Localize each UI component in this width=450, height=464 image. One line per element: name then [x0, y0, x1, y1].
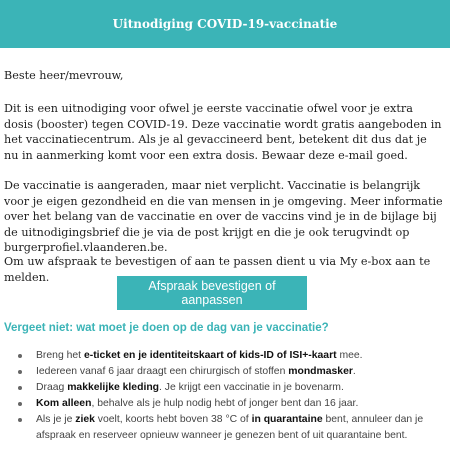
paragraph-info: De vaccinatie is aangeraden, maar niet verplicht. Vaccinatie is belangrijk voor je eigen gezondheid en die van mensen in je omgeving. Meer informatie over het belang van de vaccinatie en over de vaccins vind je in de bijlage bij de uitnodigingsbrief die je via de post krijgt en die je ook terugvindt op burgerprofiel.vlaanderen.be. — [4, 179, 443, 254]
paragraph-invitation: Dit is een uitnodiging voor ofwel je eerste vaccinatie ofwel voor je extra dosis (booster) tegen COVID-19. Deze vaccinatie wordt gratis aangeboden in het vaccinatiecentrum. Als je al gevaccineerd bent, betekent dit dus dat je nu in aanmerking komt voor een extra dosis. Bewaar deze e-mail goed. — [4, 102, 442, 162]
bullet-icon — [18, 386, 22, 390]
email-title: Uitnodiging COVID-19-vaccinatie — [112, 17, 338, 31]
paragraph-ebox: Om uw afspraak te bevestigen of aan te passen dient u via My e-box aan te melden. — [4, 255, 431, 284]
confirm-appointment-button[interactable]: Afspraak bevestigen of aanpassen — [117, 276, 307, 310]
email-header-banner — [0, 0, 450, 48]
checklist — [18, 348, 438, 444]
greeting: Beste heer/mevrouw, — [4, 69, 124, 82]
section-heading: Vergeet niet: wat moet je doen op de dag van je vaccinatie? — [4, 322, 329, 334]
bullet-icon — [18, 418, 22, 422]
bullet-icon — [18, 370, 22, 374]
list-item: Draag makkelijke kleding. Je krijgt een vaccinatie in je bovenarm. — [18, 380, 438, 396]
list-item: Breng het e-ticket en je identiteitskaart of kids-ID of ISI+-kaart mee. — [18, 348, 438, 364]
list-item: Kom alleen, behalve als je hulp nodig hebt of jonger bent dan 16 jaar. — [18, 396, 438, 412]
bullet-icon — [18, 402, 22, 406]
bullet-icon — [18, 354, 22, 358]
list-item: Iedereen vanaf 6 jaar draagt een chirurgisch of stoffen mondmasker. — [18, 364, 438, 380]
list-item: Als je je ziek voelt, koorts hebt boven 38 °C of in quarantaine bent, annuleer dan je afspraak en reserveer opnieuw wanneer je genezen bent of uit quarantaine bent. — [18, 412, 438, 444]
